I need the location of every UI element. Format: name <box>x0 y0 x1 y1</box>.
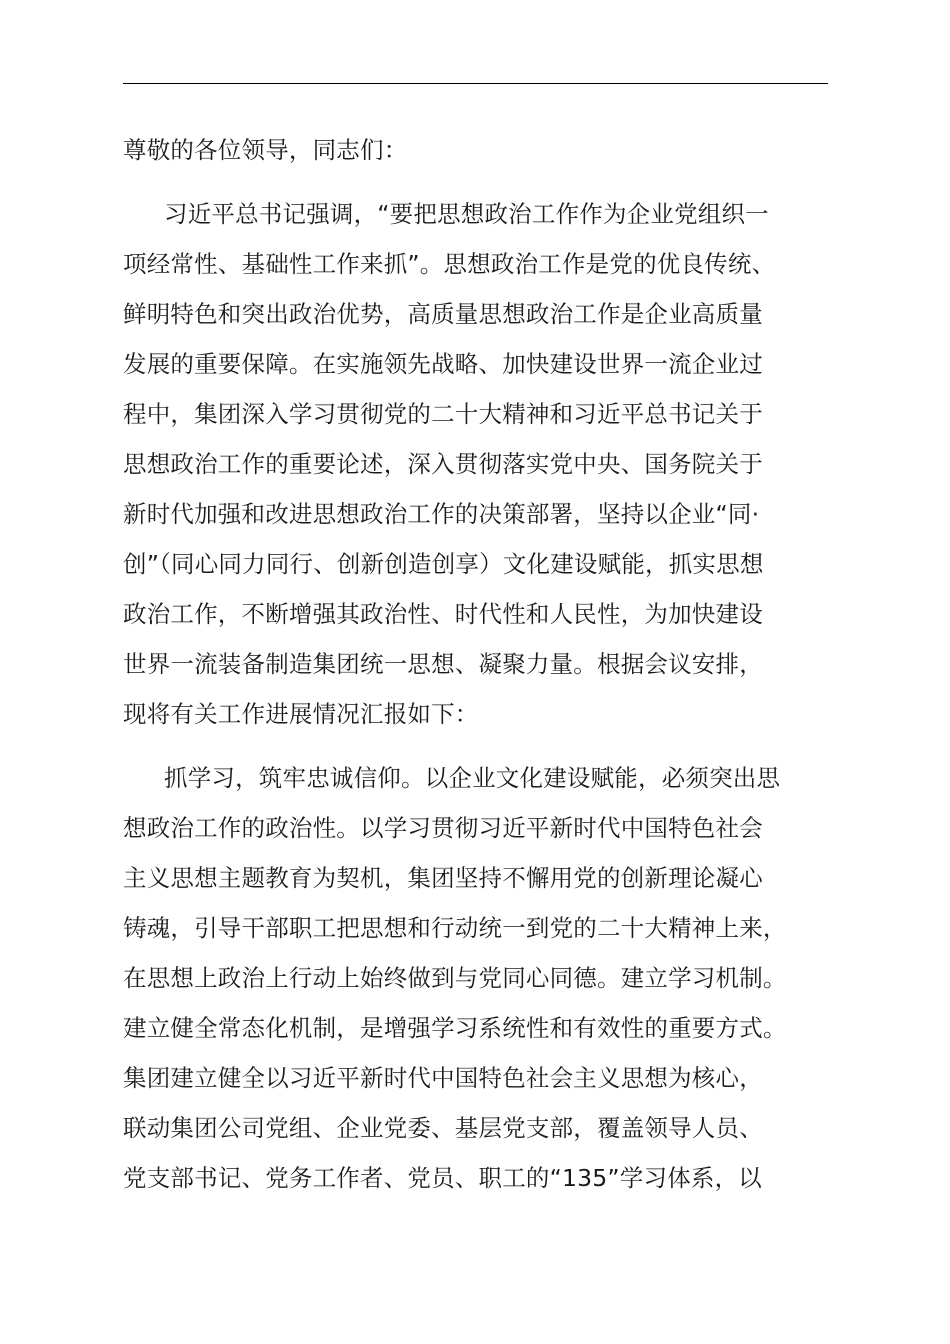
paragraph-2-line: 抓学习，筑牢忠诚信仰。以企业文化建设赋能，必须突出思 <box>164 764 781 792</box>
paragraph-1-line: 鲜明特色和突出政治优势，高质量思想政治工作是企业高质量 <box>123 300 763 328</box>
paragraph-1-line: 思想政治工作的重要论述，深入贯彻落实党中央、国务院关于 <box>123 450 763 478</box>
paragraph-2-line: 建立健全常态化机制，是增强学习系统性和有效性的重要方式。 <box>123 1014 787 1042</box>
paragraph-1-line: 世界一流装备制造集团统一思想、凝聚力量。根据会议安排， <box>123 650 763 678</box>
header-rule <box>123 83 828 84</box>
paragraph-1-line: 新时代加强和改进思想政治工作的决策部署，坚持以企业“同· <box>123 500 760 528</box>
paragraph-2-line: 联动集团公司党组、企业党委、基层党支部，覆盖领导人员、 <box>123 1114 763 1142</box>
paragraph-2-line: 想政治工作的政治性。以学习贯彻习近平新时代中国特色社会 <box>123 814 763 842</box>
paragraph-1-line: 政治工作，不断增强其政治性、时代性和人民性，为加快建设 <box>123 600 763 628</box>
paragraph-1-line: 程中，集团深入学习贯彻党的二十大精神和习近平总书记关于 <box>123 400 763 428</box>
paragraph-2-line: 集团建立健全以习近平新时代中国特色社会主义思想为核心， <box>123 1064 763 1092</box>
paragraph-1-line: 项经常性、基础性工作来抓”。思想政治工作是党的优良传统、 <box>123 250 776 278</box>
paragraph-1-line: 发展的重要保障。在实施领先战略、加快建设世界一流企业过 <box>123 350 763 378</box>
paragraph-2-line: 主义思想主题教育为契机，集团坚持不懈用党的创新理论凝心 <box>123 864 763 892</box>
paragraph-1-line: 习近平总书记强调，“要把思想政治工作作为企业党组织一 <box>164 200 769 228</box>
paragraph-2-line: 党支部书记、党务工作者、党员、职工的“135”学习体系，以 <box>123 1164 763 1192</box>
paragraph-2-line: 铸魂，引导干部职工把思想和行动统一到党的二十大精神上来， <box>123 914 787 942</box>
paragraph-2-line: 在思想上政治上行动上始终做到与党同心同德。建立学习机制。 <box>123 964 787 992</box>
paragraph-1-line: 创”（同心同力同行、创新创造创享）文化建设赋能，抓实思想 <box>123 550 764 578</box>
paragraph-1-line: 现将有关工作进展情况汇报如下： <box>123 700 479 728</box>
salutation: 尊敬的各位领导，同志们： <box>123 136 408 164</box>
